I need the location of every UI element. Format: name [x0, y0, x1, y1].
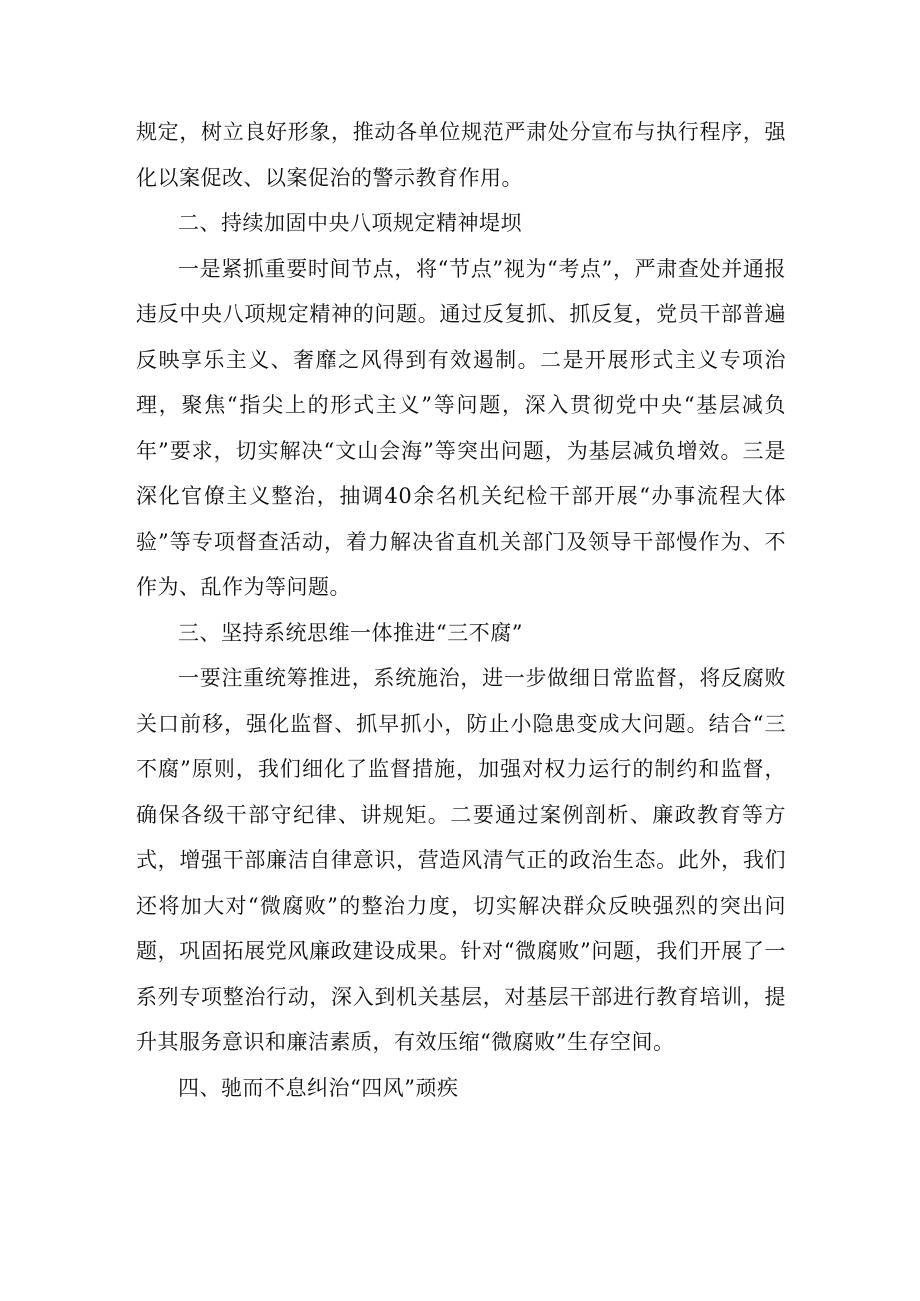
body-paragraph-2: 一是紧抓重要时间节点，将“节点”视为“考点”，严肃查处并通报违反中央八项规定精神的问题。通过反复抓、抓反复，党员干部普遍反映享乐主义、奢靡之风得到有效遏制。二是开展形式主义专项治理，聚焦“指尖上的形式主义”等问题，深入贯彻党中央“基层减负年”要求，切实解决“文山会海”等突出问题，为基层减负增效。三是深化官僚主义整治，抽调40余名机关纪检干部开展“办事流程大体验”等专项督查活动，着力解决省直机关部门及领导干部慢作为、不作为、乱作为等问题。 — [136, 256, 786, 599]
section-heading-2: 二、持续加固中央八项规定精神堤坝 — [178, 211, 522, 235]
body-paragraph-3: 一要注重统筹推进，系统施治，进一步做细日常监督，将反腐败关口前移，强化监督、抓早抓小，防止小隐患变成大问题。结合“三不腐”原则，我们细化了监督措施，加强对权力运行的制约和监督，确保各级干部守纪律、讲规矩。二要通过案例剖析、廉政教育等方式，增强干部廉洁自律意识，营造风清气正的政治生态。此外，我们还将加大对“微腐败”的整治力度，切实解决群众反映强烈的突出问题，巩固拓展党风廉政建设成果。针对“微腐败”问题，我们开展了一系列专项整治行动，深入到机关基层，对基层干部进行教育培训，提升其服务意识和廉洁素质，有效压缩“微腐败”生存空间。 — [136, 666, 786, 1054]
document-body — [136, 110, 786, 1111]
section-heading-3: 三、坚持系统思维一体推进“三不腐” — [178, 620, 523, 645]
continuation-paragraph: 规定，树立良好形象，推动各单位规范严肃处分宣布与执行程序，强化以案促改、以案促治的警示教育作用。 — [136, 120, 786, 190]
section-heading-4: 四、驰而不息纠治“四风”顽疾 — [178, 1075, 459, 1100]
